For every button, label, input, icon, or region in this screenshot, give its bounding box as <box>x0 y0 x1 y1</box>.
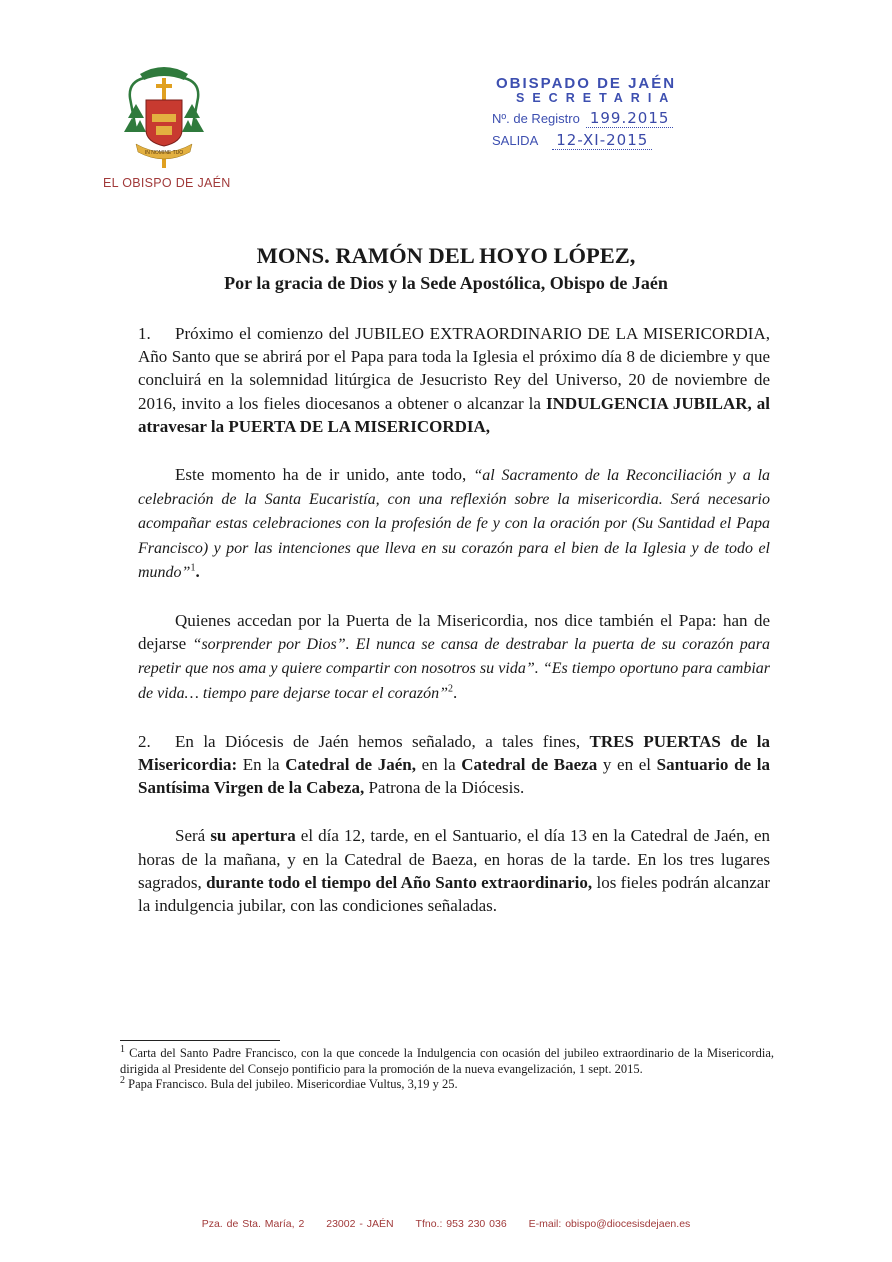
footnotes <box>120 1043 774 1093</box>
episcopal-coat-of-arms <box>118 60 210 170</box>
stamp-line2: SECRETARIA <box>516 91 677 105</box>
registro-label: Nº. de Registro <box>492 111 580 126</box>
registry-stamp <box>492 75 676 149</box>
paragraph <box>138 730 770 800</box>
footnote-mark: 2 <box>120 1074 125 1086</box>
paragraph-number: 1. <box>138 324 151 343</box>
paragraph <box>138 609 770 705</box>
document-body <box>138 322 770 942</box>
footnote-text: Carta del Santo Padre Francisco, con la que concede la Indulgencia con ocasión del jubileo extraordinario de la Misericordia, dirigida al Presidente del Consejo pontificio para la promoción de la nueva evangelización, 1 sept. 2015. <box>120 1046 774 1076</box>
footnote <box>120 1043 774 1077</box>
paragraph <box>138 463 770 584</box>
registro-value: 199.2015 <box>586 109 674 128</box>
text-segment: su apertura <box>210 826 296 846</box>
salida-value: 12-XI-2015 <box>552 131 652 150</box>
salida-label: SALIDA <box>492 133 539 148</box>
text-segment: En la <box>237 755 286 775</box>
crest-motto: IN NOMINE TUO <box>144 150 184 156</box>
footer-email: E-mail: obispo@diocesisdejaen.es <box>528 1218 691 1230</box>
text-segment: Será <box>175 826 211 846</box>
letterhead-footer <box>0 1218 892 1230</box>
bishop-label: EL OBISPO DE JAÉN <box>103 176 231 190</box>
footnote-mark: 1 <box>120 1043 125 1055</box>
footnote-ref: 1 <box>190 562 196 574</box>
text-segment: Próximo el comienzo del JUBILEO EXTRAORDINARIO DE LA MISERICORDIA, Año Santo que se abrirá por el Papa para toda la Iglesia el próximo día 8 de diciembre y que concluirá en la solemnidad litúrgica de Jesucristo Rey del Universo, 20 de noviembre de 2016, invito a los fieles diocesanos a obtener o alcanzar la <box>138 324 770 413</box>
document-title: MONS. RAMÓN DEL HOYO LÓPEZ, <box>256 243 636 268</box>
text-segment: . <box>453 682 458 702</box>
stamp-line1: OBISPADO DE JAÉN <box>496 75 677 92</box>
footnote <box>120 1074 774 1093</box>
footnote-text: Papa Francisco. Bula del jubileo. Misericordiae Vultus, 3,19 y 25. <box>125 1077 458 1091</box>
paragraph-number: 2. <box>138 731 151 751</box>
text-segment: INDULGENCIA JUBILAR, al atravesar la PUERTA DE LA MISERICORDIA, <box>138 393 771 436</box>
footer-phone: Tfno.: 953 230 036 <box>415 1218 507 1230</box>
text-segment: “al Sacramento de la Reconciliación y a la celebración de la Santa Eucaristía, con una reflexión sobre la misericordia. Será necesario acompañar estas celebraciones con la profesión de fe y con la oración por (Su Santidad el Papa Francisco) y por las intenciones que lleva en su corazón para el bien de la Iglesia y de todo el mundo” <box>138 467 771 581</box>
text-segment: Quienes accedan por la Puerta de la Misericordia, nos dice también el Papa: han de dejarse <box>138 611 770 654</box>
paragraph <box>138 322 770 438</box>
footnote-divider <box>120 1040 280 1041</box>
text-segment: en la <box>416 755 462 775</box>
text-segment: Este momento ha de ir unido, ante todo, <box>175 465 474 485</box>
text-segment: “sorprender por Dios”. El nunca se cansa de destrabar la puerta de su corazón para repetir que nos ama y quiere compartir con nosotros su vida”. “Es tiempo oportuno para cambiar de vida… tiempo pare dejarse tocar el corazón” <box>138 636 771 702</box>
document-subtitle: Por la gracia de Dios y la Sede Apostólica, Obispo de Jaén <box>224 273 668 293</box>
text-segment: durante todo el tiempo del Año Santo extraordinario, <box>206 872 593 892</box>
text-segment: los fieles podrán alcanzar la indulgencia jubilar, con las condiciones señaladas. <box>138 872 770 916</box>
text-segment: En la Diócesis de Jaén hemos señalado, a tales fines, <box>175 731 590 751</box>
text-segment: Catedral de Baeza <box>461 755 598 775</box>
paragraph <box>138 824 770 917</box>
footer-postal: 23002 - JAÉN <box>326 1218 394 1230</box>
text-segment: y en el <box>597 755 657 775</box>
footer-address: Pza. de Sta. María, 2 <box>201 1218 305 1230</box>
text-segment: Patrona de la Diócesis. <box>364 778 525 798</box>
text-segment: Santuario de la Santísima Virgen de la Cabeza, <box>138 755 770 798</box>
text-segment: TRES PUERTAS de la Misericordia: <box>138 731 770 775</box>
text-segment: . <box>195 561 200 581</box>
text-segment: el día 12, tarde, en el Santuario, el día 13 en la Catedral de Jaén, en horas de la mañana, y en la Catedral de Baeza, en horas de la tarde. En los tres lugares sagrados, <box>138 826 770 892</box>
footnote-ref: 2 <box>448 682 454 694</box>
text-segment: Catedral de Jaén, <box>285 755 417 775</box>
